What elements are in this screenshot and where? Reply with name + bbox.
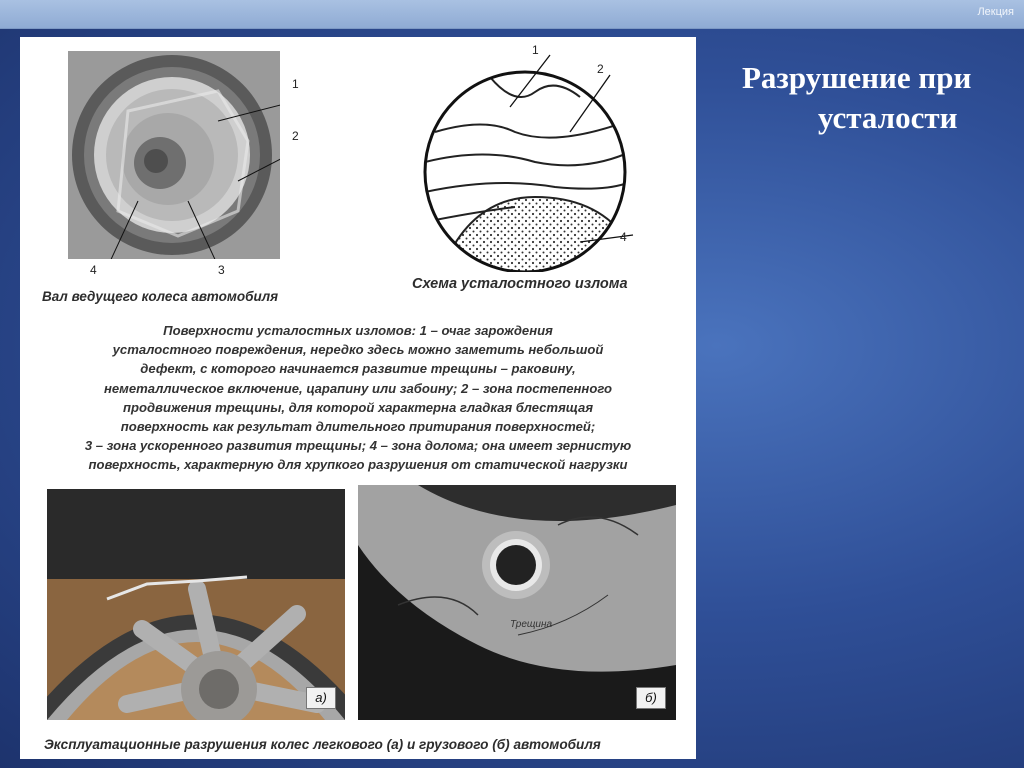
truck-wheel-photo	[358, 485, 676, 720]
scheme-label-4: 4	[620, 230, 627, 244]
lecture-label: Лекция	[977, 6, 1014, 18]
fracture-description: Поверхности усталостных изломов: 1 – очаг зарождения усталостного повреждения, нередко здесь можно заметить небольшой дефект, с которого начинается развитие трещины – раковину, неметаллическое включение, царапину или забоину; 2 – зона постепенного продвижения трещины, для которой характерна гладкая блестящая поверхность как результат длительного притирания поверхностей; 3 – зона ускоренного развития трещины; 4 – зона долома; она имеет зернистую поверхность, характерную для хрупкого разрушения от статической нагрузки	[84, 323, 632, 473]
photo-label-2: 2	[292, 129, 299, 143]
top-bar	[0, 0, 1024, 29]
scheme-label-1: 1	[532, 43, 539, 57]
slide-title-line2: усталости	[818, 100, 958, 135]
photo-label-1: 1	[292, 77, 299, 91]
car-wheel-photo	[47, 489, 345, 720]
photo-label-4: 4	[90, 263, 97, 277]
shaft-fracture-image	[68, 51, 280, 259]
shaft-fracture-photo	[68, 51, 280, 259]
wheels-caption: Эксплуатационные разрушения колес легкового (а) и грузового (б) автомобиля	[44, 737, 601, 752]
car-wheel-image	[47, 489, 345, 720]
scheme-caption: Схема усталостного излома	[412, 276, 628, 292]
wheel-b-label: б)	[636, 687, 666, 709]
photo-label-3: 3	[218, 263, 225, 277]
wheel-a-label: а)	[306, 687, 336, 709]
slide-title-line1: Разрушение при	[742, 60, 972, 95]
figure-panel	[20, 37, 696, 759]
shaft-caption: Вал ведущего колеса автомобиля	[42, 289, 279, 304]
scheme-label-2: 2	[597, 62, 604, 76]
truck-wheel-image	[358, 485, 676, 720]
slide-title	[742, 58, 1012, 138]
wheel-b-crack-label: Трещина	[510, 619, 553, 630]
